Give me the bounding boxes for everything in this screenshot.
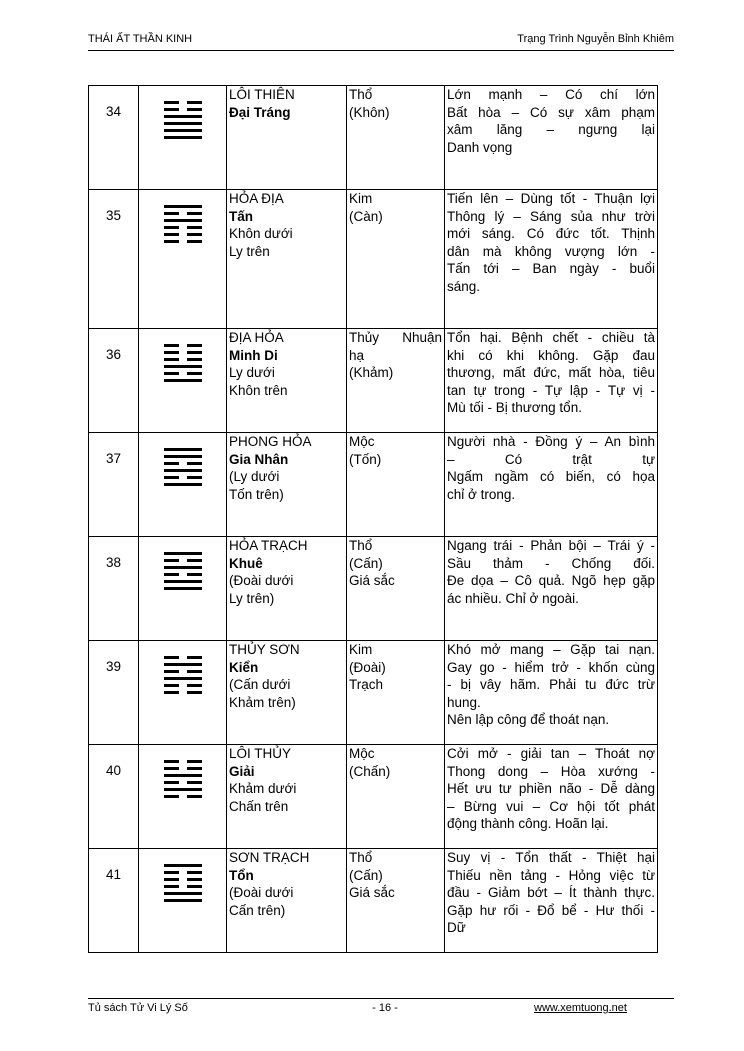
hexagram-description-line: Nên lập công để thoát nạn. (447, 712, 610, 727)
yin-line (164, 101, 202, 104)
hexagram-description-line: Tấn tới – Ban ngày - buổi (447, 261, 655, 276)
yang-line (164, 899, 202, 902)
yin-line (164, 767, 202, 770)
hexagram-composition: Ly trên) (229, 590, 275, 606)
hexagram-description-line: khi có khi không. Gặp đau (447, 347, 655, 363)
footer-rule (88, 998, 674, 999)
hexagram-title: Gia Nhân (229, 451, 289, 467)
hexagram-composition: Khôn dưới (229, 226, 293, 241)
hexagram-title: Giải (229, 763, 255, 779)
hexagram-description-cell (445, 329, 658, 433)
hexagram-description-line: mới sáng. Có đức tốt. Thịnh (447, 226, 655, 241)
yin-line (164, 795, 202, 798)
hexagram-symbol-icon (164, 205, 202, 243)
hexagram-composition: (Đoài dưới (229, 885, 294, 900)
yin-line (164, 573, 202, 576)
hexagram-element: (Càn) (349, 208, 383, 224)
yin-line (164, 358, 202, 361)
yin-line (164, 344, 202, 347)
yin-line (164, 240, 202, 243)
yang-line (164, 892, 202, 895)
hexagram-description-line: Mù tối - Bị thương tổn. (447, 400, 582, 415)
hexagram-composition: Khảm dưới (229, 781, 297, 796)
yang-line (164, 448, 202, 451)
hexagram-description-line: ác nhiều. Chỉ ở ngoài. (447, 590, 579, 606)
yin-line (164, 885, 202, 888)
hexagram-name-cell (227, 190, 347, 329)
hexagram-trigram-name: PHONG HỎA (229, 434, 312, 449)
hexagram-description-cell (445, 190, 658, 329)
hexagram-description-line: tan tự trong - Tự lập - Tự vị - (447, 382, 655, 398)
yang-line (164, 455, 202, 458)
yang-line (164, 205, 202, 208)
hexagram-number: 36 (89, 329, 139, 433)
hexagram-number: 41 (89, 849, 139, 953)
hexagram-row (89, 537, 658, 641)
yang-line (164, 580, 202, 583)
hexagram-composition: Tốn trên) (229, 486, 284, 502)
hexagram-element: (Khôn) (349, 104, 390, 120)
yin-line (164, 462, 202, 465)
hexagram-description-line: hung. (447, 694, 481, 710)
hexagram-description-line: Dữ (447, 920, 466, 935)
yin-line (164, 656, 202, 659)
hexagram-element: Thổ (349, 87, 373, 102)
hexagram-title: Minh Di (229, 347, 278, 363)
hexagram-number: 34 (89, 86, 139, 190)
hexagram-element-cell (347, 537, 445, 641)
yin-line (164, 871, 202, 874)
yang-line (164, 774, 202, 777)
hexagram-row (89, 433, 658, 537)
hexagram-title: Tổn (229, 867, 254, 883)
hexagram-symbol-icon (164, 760, 202, 798)
yin-line (164, 760, 202, 763)
hexagram-description-line: Sầu thảm - Chống đối. (447, 555, 655, 571)
hexagram-composition: Ly trên (229, 243, 270, 259)
hexagram-title: Đại Tráng (229, 104, 291, 120)
hexagram-name-cell (227, 641, 347, 745)
yang-line (164, 129, 202, 132)
hexagram-composition: Ly dưới (229, 365, 275, 380)
hexagram-element-cell (347, 329, 445, 433)
hexagram-trigram-name: LÔI THIÊN (229, 87, 295, 102)
hexagram-number: 39 (89, 641, 139, 745)
hexagram-element: Giá sắc (349, 573, 395, 588)
hexagram-trigram-name: LÔI THỦY (229, 746, 292, 761)
header-author: Trạng Trình Nguyễn Bỉnh Khiêm (517, 33, 674, 45)
page-number: - 16 - (372, 1002, 398, 1014)
hexagram-composition: Cấn trên) (229, 902, 286, 918)
hexagram-element-cell (347, 641, 445, 745)
hexagram-composition: Chấn trên (229, 798, 289, 814)
footer-source: Tủ sách Tử Vi Lý Số (88, 1002, 188, 1014)
yang-line (164, 365, 202, 368)
hexagram-element-cell (347, 86, 445, 190)
yang-line (164, 136, 202, 139)
hexagram-element: hạ (349, 347, 365, 363)
yin-line (164, 684, 202, 687)
hexagram-element: Mộc (349, 434, 375, 449)
hexagram-name-cell (227, 745, 347, 849)
hexagram-row (89, 86, 658, 190)
hexagram-name-cell (227, 537, 347, 641)
yin-line (164, 691, 202, 694)
yang-line (164, 115, 202, 118)
hexagram-composition: (Đoài dưới (229, 573, 294, 588)
yin-line (164, 670, 202, 673)
yang-line (164, 566, 202, 569)
yang-line (164, 788, 202, 791)
hexagram-number: 37 (89, 433, 139, 537)
hexagram-symbol-icon (164, 864, 202, 902)
hexagram-description-line: Cởi mở - giải tan – Thoát nợ (447, 746, 655, 761)
yin-line (164, 476, 202, 479)
hexagram-description-line: dân mà không vượng lớn - (447, 243, 655, 259)
yang-line (164, 379, 202, 382)
hexagram-element: Trạch (349, 677, 384, 692)
hexagram-element: (Đoài) (349, 659, 386, 675)
yang-line (164, 587, 202, 590)
hexagram-element: (Tốn) (349, 451, 382, 467)
hexagram-description-line: động thành công. Hoãn lại. (447, 816, 609, 831)
hexagram-row (89, 745, 658, 849)
hexagram-element: (Khảm) (349, 365, 394, 380)
hexagram-description-line: Tổn hại. Bệnh chết - chiều tà (447, 330, 655, 345)
hexagram-trigram-name: ĐỊA HỎA (229, 330, 284, 345)
hexagram-title: Tấn (229, 208, 254, 224)
hexagram-description-line: – Có trật tự (447, 451, 655, 467)
hexagram-description-line: Bất hòa – Có sự xâm phạm (447, 104, 655, 120)
hexagram-element: Thổ (349, 850, 373, 865)
hexagram-description-cell (445, 849, 658, 953)
hexagram-description-line: Thiếu nền tảng - Hỏng việc từ (447, 867, 655, 883)
hexagram-element: Mộc (349, 746, 375, 761)
yin-line (164, 878, 202, 881)
hexagram-description-line: Khó mở mang – Gặp tai nạn. (447, 642, 655, 657)
hexagram-description-cell (445, 537, 658, 641)
hexagram-element: Giá sắc (349, 885, 395, 900)
yang-line (164, 219, 202, 222)
hexagram-name-cell (227, 849, 347, 953)
hexagram-description-line: đầu - Giảm bớt – Ít thành thực. (447, 885, 655, 900)
hexagram-description-line: Gặp hư rối - Đổ bể - Hư thối - (447, 902, 655, 918)
hexagram-composition: Khôn trên (229, 382, 288, 398)
hexagram-description-cell (445, 641, 658, 745)
hexagram-description-line: Gay go - hiểm trở - khốn cùng (447, 659, 655, 675)
footer-website-link[interactable]: www.xemtuong.net (534, 1002, 627, 1014)
yin-line (164, 212, 202, 215)
hexagram-row (89, 849, 658, 953)
header-title: THÁI ẤT THẦN KINH (88, 33, 193, 45)
hexagram-symbol-icon (164, 552, 202, 590)
hexagram-name-cell (227, 329, 347, 433)
hexagram-description-line: – Bừng vui – Cơ hội tốt phát (447, 798, 655, 814)
hexagram-description-cell (445, 433, 658, 537)
hexagram-description-cell (445, 745, 658, 849)
yang-line (164, 469, 202, 472)
hexagram-symbol-icon (164, 101, 202, 139)
hexagram-description-line: chỉ ở trong. (447, 486, 516, 502)
hexagram-description-line: - bị vây hãm. Phải tu đức trừ (447, 677, 655, 692)
hexagram-title: Khuê (229, 555, 263, 571)
hexagram-description-line: Tiến lên – Dùng tốt - Thuận lợi (447, 191, 655, 206)
hexagram-element: (Cấn) (349, 867, 383, 883)
yin-line (164, 226, 202, 229)
hexagram-element: (Chấn) (349, 763, 391, 779)
hexagram-description-line: Suy vị - Tổn thất - Thiệt hại (447, 850, 655, 865)
hexagram-description-line: sáng. (447, 278, 481, 294)
hexagram-row (89, 329, 658, 433)
yang-line (164, 677, 202, 680)
hexagram-description-line: Hết ưu tư phiền não - Dễ dàng (447, 781, 655, 796)
hexagram-element: Thổ (349, 538, 373, 553)
yang-line (164, 552, 202, 555)
hexagram-description-cell (445, 86, 658, 190)
hexagram-name-cell (227, 86, 347, 190)
hexagram-description-line: Lớn mạnh – Có chí lớn (447, 87, 655, 102)
hexagram-composition: (Ly dưới (229, 469, 280, 484)
yin-line (164, 233, 202, 236)
hexagram-title: Kiển (229, 659, 259, 675)
hexagram-symbol-icon (164, 656, 202, 694)
hexagram-description-line: xâm lăng – ngưng lại (447, 122, 655, 137)
hexagram-row (89, 641, 658, 745)
hexagram-description-line: Danh vọng (447, 139, 513, 155)
hexagram-description-line: Thong dong – Hòa xướng - (447, 763, 655, 779)
hexagram-number: 35 (89, 190, 139, 329)
yang-line (164, 122, 202, 125)
hexagram-trigram-name: THỦY SƠN (229, 642, 300, 657)
hexagram-element: Kim (349, 191, 373, 206)
hexagram-table (88, 85, 658, 953)
hexagram-description-line: Người nhà - Đồng ý – An bình (447, 434, 655, 449)
hexagram-description-line: Ngang trái - Phản bội – Trái ý - (447, 538, 655, 553)
hexagram-element-cell (347, 745, 445, 849)
hexagram-description-line: Thông lý – Sáng sủa như trời (447, 208, 655, 224)
hexagram-name-cell (227, 433, 347, 537)
hexagram-element-cell (347, 433, 445, 537)
hexagram-row (89, 190, 658, 329)
hexagram-description-line: Đe dọa – Cô quả. Ngõ hẹp gặp (447, 573, 655, 588)
yin-line (164, 351, 202, 354)
yang-line (164, 663, 202, 666)
header-rule (88, 50, 674, 51)
yin-line (164, 372, 202, 375)
yin-line (164, 781, 202, 784)
hexagram-element: Thủy Nhuận (349, 330, 442, 345)
hexagram-trigram-name: HỎA ĐỊA (229, 191, 284, 206)
hexagram-description-line: Ngấm ngầm có biến, có họa (447, 469, 655, 484)
hexagram-trigram-name: HỎA TRẠCH (229, 538, 308, 553)
hexagram-symbol-icon (164, 344, 202, 382)
hexagram-element: (Cấn) (349, 555, 383, 571)
hexagram-symbol-icon (164, 448, 202, 486)
yin-line (164, 108, 202, 111)
hexagram-composition: Khảm trên) (229, 694, 296, 710)
yang-line (164, 864, 202, 867)
hexagram-composition: (Cấn dưới (229, 677, 291, 692)
hexagram-trigram-name: SƠN TRẠCH (229, 850, 310, 865)
yang-line (164, 483, 202, 486)
hexagram-element-cell (347, 849, 445, 953)
hexagram-element: Kim (349, 642, 373, 657)
yin-line (164, 559, 202, 562)
hexagram-description-line: thương, mất đức, mất hòa, tiêu (447, 365, 655, 380)
hexagram-element-cell (347, 190, 445, 329)
hexagram-number: 40 (89, 745, 139, 849)
hexagram-number: 38 (89, 537, 139, 641)
